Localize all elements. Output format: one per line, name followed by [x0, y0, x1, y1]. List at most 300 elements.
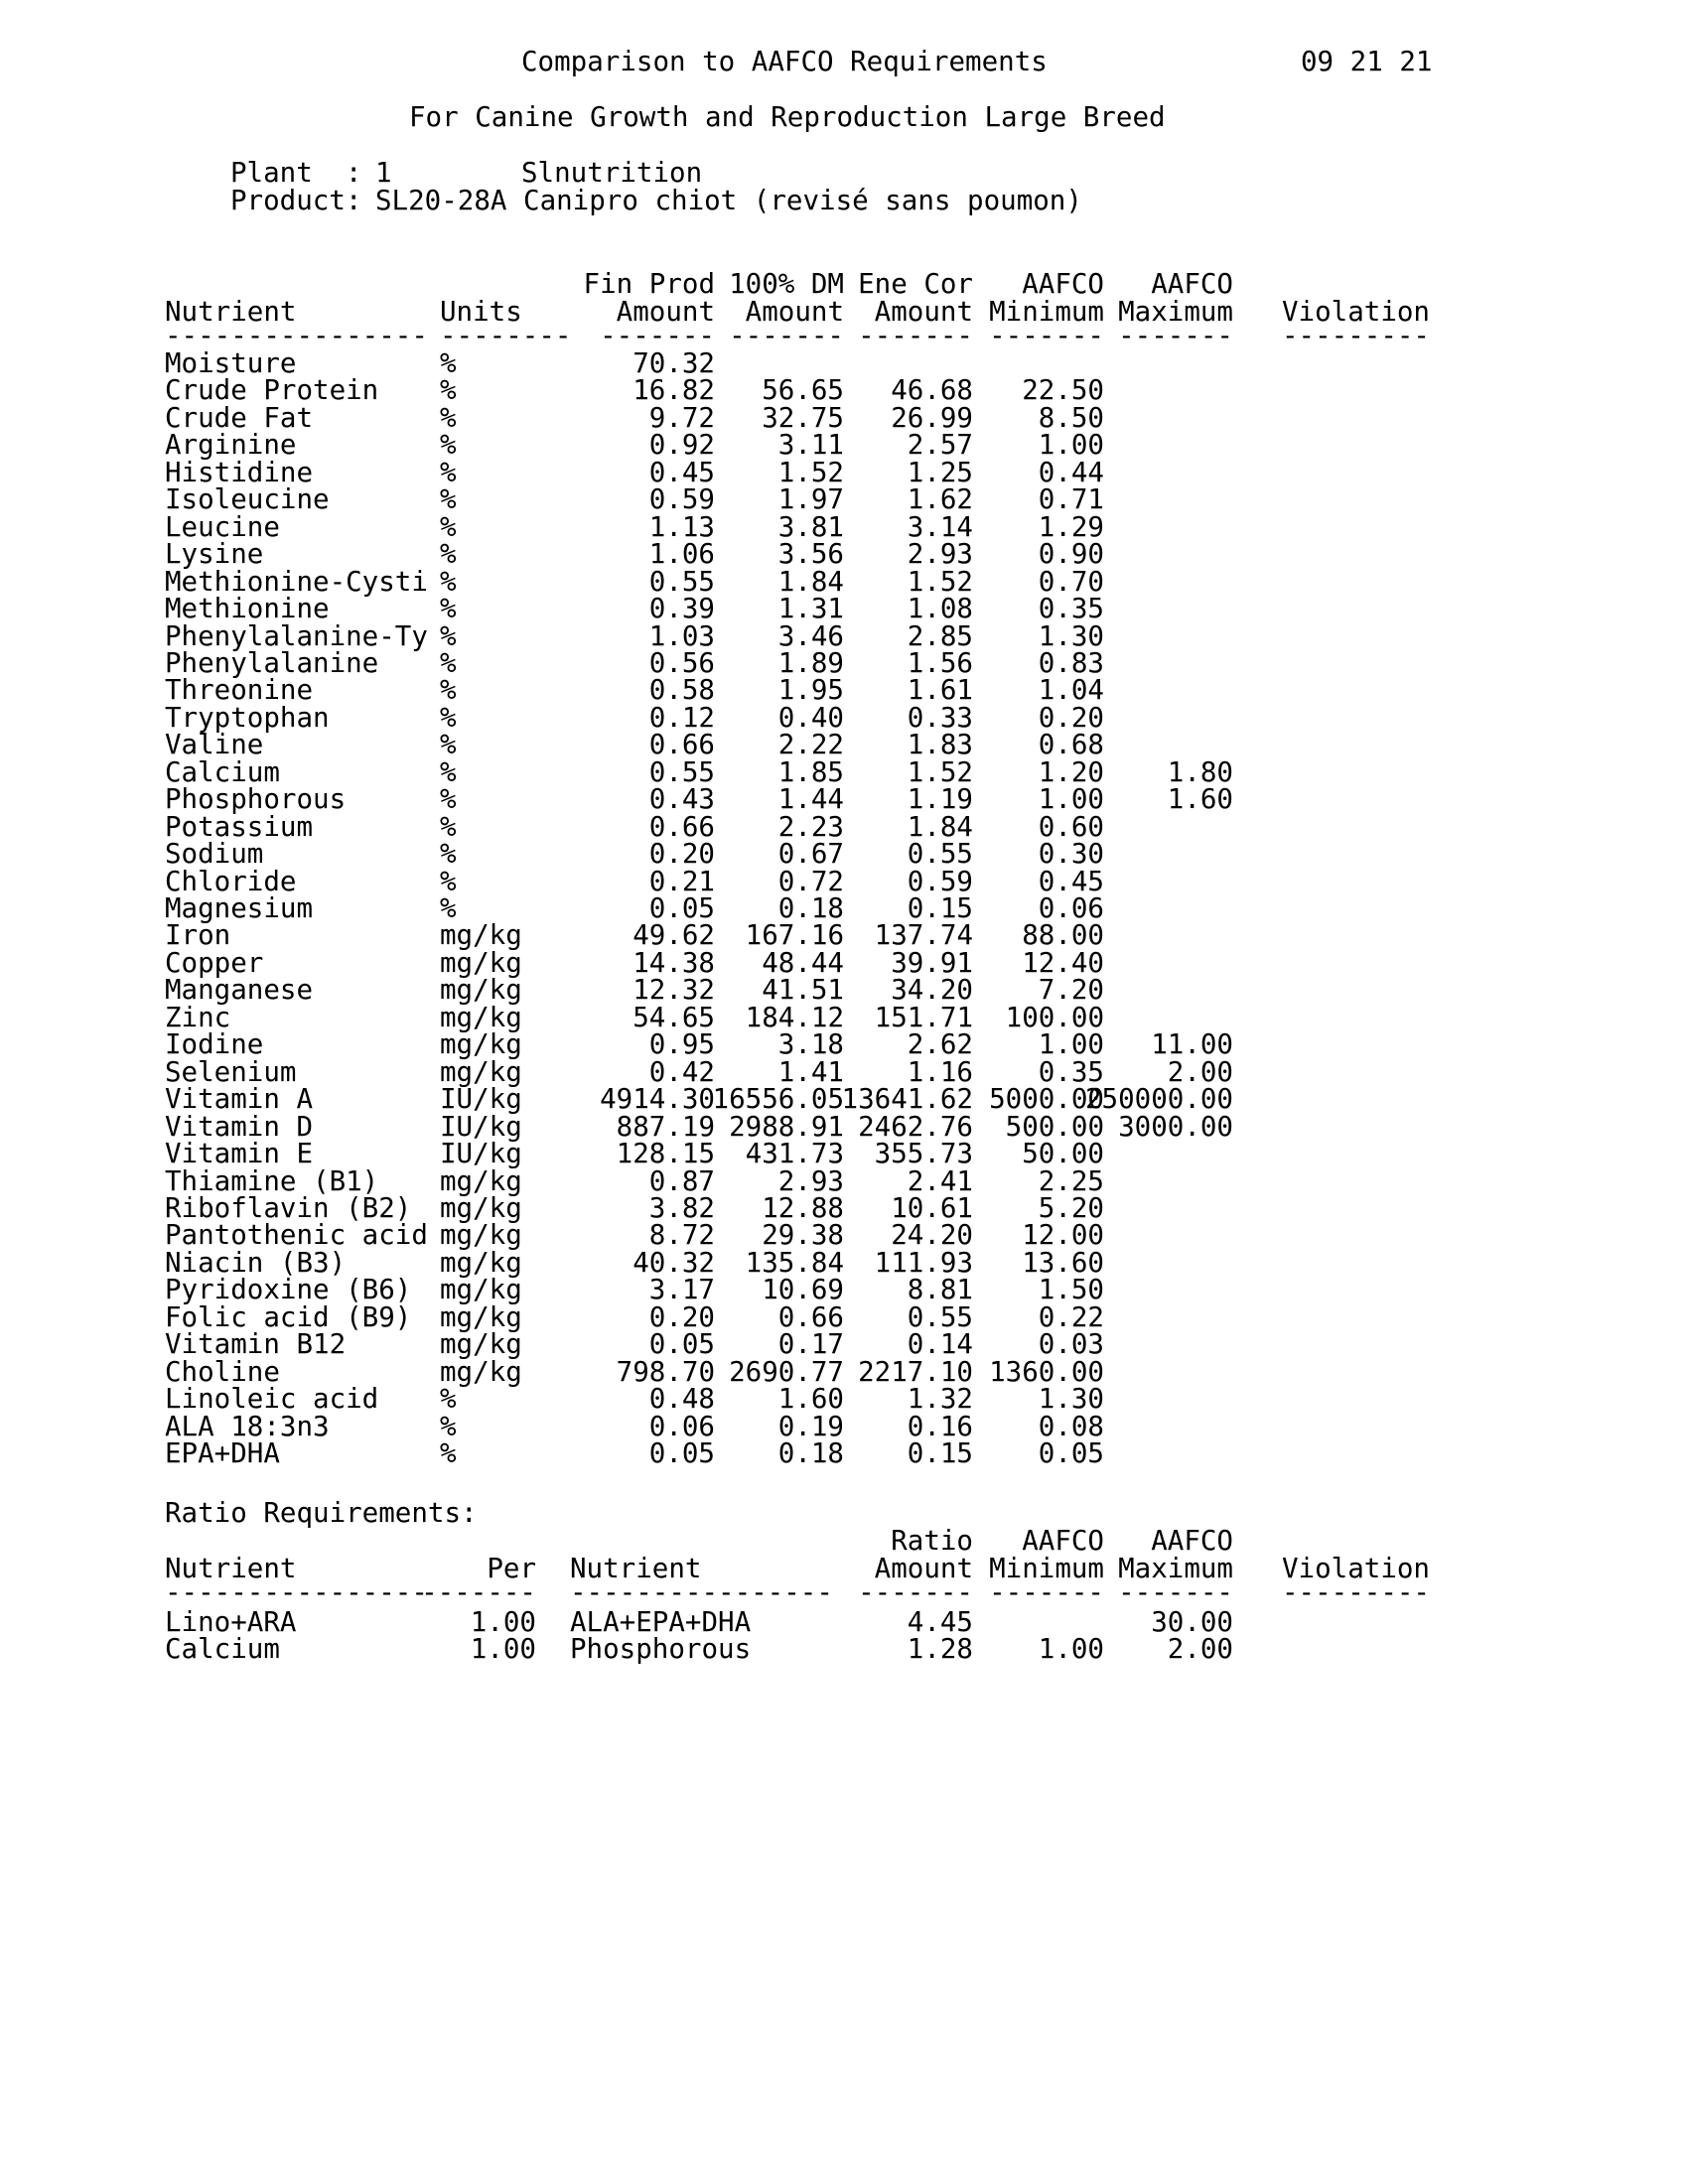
dm-amount: 1.31 [777, 593, 844, 625]
aafco-minimum: 0.30 [1038, 838, 1104, 871]
fin-prod-amount: 0.95 [648, 1028, 715, 1061]
aafco-minimum: 0.08 [1038, 1410, 1104, 1442]
aafco-minimum: 1.20 [1038, 755, 1104, 788]
ratio-col-amount-head2: Amount [874, 1553, 973, 1584]
nutrient-units: % [440, 374, 457, 407]
ene-cor-amount: 1.32 [907, 1383, 973, 1416]
fin-prod-amount: 1.03 [648, 619, 715, 652]
ratio-per: 1.00 [470, 1606, 536, 1638]
ratio-per-nutrient: Phosphorous [570, 1633, 752, 1666]
report-date: 09 21 21 [1301, 46, 1433, 77]
aafco-minimum: 1.29 [1038, 510, 1104, 543]
ene-cor-amount: 1.61 [907, 674, 973, 707]
nutrient-name: Vitamin E [165, 1138, 314, 1170]
nutrient-name: Valine [165, 729, 264, 761]
divider-finprod: ------- [600, 320, 715, 351]
nutrient-units: mg/kg [440, 1055, 522, 1088]
ene-cor-amount: 2462.76 [858, 1110, 973, 1143]
fin-prod-amount: 49.62 [633, 919, 715, 952]
aafco-minimum: 2.25 [1038, 1164, 1104, 1197]
ene-cor-amount: 3.14 [907, 510, 973, 543]
nutrient-units: % [440, 729, 457, 761]
ene-cor-amount: 2217.10 [858, 1355, 973, 1388]
fin-prod-amount: 0.12 [648, 701, 715, 734]
report-title: Comparison to AAFCO Requirements [521, 46, 1048, 77]
ratio-divider-aafco-min: ------- [989, 1576, 1104, 1608]
ratio-col-aafco-max-head2: Maximum [1118, 1553, 1233, 1584]
dm-amount: 1.52 [777, 456, 844, 488]
nutrient-name: Potassium [165, 810, 314, 843]
nutrient-units: mg/kg [440, 974, 522, 1007]
nutrient-units: % [440, 565, 457, 598]
aafco-minimum: 1.00 [1038, 429, 1104, 462]
nutrient-units: % [440, 510, 457, 543]
aafco-minimum: 1.04 [1038, 674, 1104, 707]
aafco-minimum: 12.40 [1022, 946, 1104, 979]
fin-prod-amount: 0.05 [648, 1328, 715, 1361]
ene-cor-amount: 355.73 [874, 1138, 973, 1170]
nutrient-name: Manganese [165, 974, 314, 1007]
fin-prod-amount: 9.72 [648, 401, 715, 434]
ratio-per: 1.00 [470, 1633, 536, 1666]
nutrient-units: % [440, 1410, 457, 1442]
nutrient-name: Leucine [165, 510, 280, 543]
ratio-aafco-maximum: 30.00 [1151, 1606, 1233, 1638]
nutrient-units: IU/kg [440, 1138, 522, 1170]
aafco-minimum: 1.00 [1038, 1028, 1104, 1061]
nutrient-units: IU/kg [440, 1110, 522, 1143]
ratio-divider-aafco-max: ------- [1118, 1576, 1233, 1608]
ratio-col-amount-head1: Ratio [891, 1525, 973, 1557]
dm-amount: 1.41 [777, 1055, 844, 1088]
nutrient-units: % [440, 755, 457, 788]
fin-prod-amount: 0.55 [648, 755, 715, 788]
divider-nutrient: ---------------- [165, 320, 428, 351]
aafco-minimum: 100.00 [1005, 1001, 1104, 1033]
col-dm-head1: 100% DM [729, 268, 844, 300]
dm-amount: 0.18 [777, 1437, 844, 1469]
nutrient-name: Iron [165, 919, 231, 952]
fin-prod-amount: 0.21 [648, 865, 715, 897]
nutrient-name: Histidine [165, 456, 314, 488]
dm-amount: 2.93 [777, 1164, 844, 1197]
ene-cor-amount: 2.41 [907, 1164, 973, 1197]
aafco-minimum: 1.30 [1038, 1383, 1104, 1416]
aafco-maximum: 11.00 [1151, 1028, 1233, 1061]
nutrient-name: Riboflavin (B2) [165, 1191, 412, 1224]
ratio-divider-amount: ------- [858, 1576, 973, 1608]
ene-cor-amount: 1.19 [907, 783, 973, 816]
aafco-minimum: 8.50 [1038, 401, 1104, 434]
dm-amount: 29.38 [762, 1219, 844, 1252]
dm-amount: 0.66 [777, 1300, 844, 1333]
nutrient-units: mg/kg [440, 1028, 522, 1061]
aafco-maximum: 2.00 [1167, 1055, 1233, 1088]
ene-cor-amount: 0.55 [907, 1300, 973, 1333]
col-violation-head: Violation [1281, 296, 1430, 328]
plant-name: Slnutrition [521, 157, 703, 189]
ene-cor-amount: 2.57 [907, 429, 973, 462]
ene-cor-amount: 1.52 [907, 755, 973, 788]
nutrient-name: Pyridoxine (B6) [165, 1274, 412, 1306]
divider-aafco-min: ------- [989, 320, 1104, 351]
product-label: Product: [230, 185, 362, 216]
col-aafco-max-head1: AAFCO [1151, 268, 1233, 300]
dm-amount: 16556.05 [712, 1083, 844, 1116]
nutrient-units: % [440, 619, 457, 652]
aafco-minimum: 50.00 [1022, 1138, 1104, 1170]
ene-cor-amount: 8.81 [907, 1274, 973, 1306]
aafco-minimum: 0.45 [1038, 865, 1104, 897]
nutrient-name: Chloride [165, 865, 297, 897]
ene-cor-amount: 1.08 [907, 593, 973, 625]
nutrient-units: mg/kg [440, 1355, 522, 1388]
nutrient-units: % [440, 865, 457, 897]
ene-cor-amount: 0.16 [907, 1410, 973, 1442]
dm-amount: 41.51 [762, 974, 844, 1007]
fin-prod-amount: 0.06 [648, 1410, 715, 1442]
nutrient-units: % [440, 347, 457, 379]
dm-amount: 1.85 [777, 755, 844, 788]
nutrient-name: Methionine-Cysti [165, 565, 428, 598]
fin-prod-amount: 0.55 [648, 565, 715, 598]
nutrient-units: % [440, 810, 457, 843]
nutrient-units: mg/kg [440, 1164, 522, 1197]
dm-amount: 48.44 [762, 946, 844, 979]
dm-amount: 1.95 [777, 674, 844, 707]
divider-enecor: ------- [858, 320, 973, 351]
aafco-minimum: 5.20 [1038, 1191, 1104, 1224]
aafco-minimum: 0.70 [1038, 565, 1104, 598]
plant-number: 1 [375, 157, 392, 189]
aafco-minimum: 0.71 [1038, 483, 1104, 516]
ene-cor-amount: 0.15 [907, 1437, 973, 1469]
fin-prod-amount: 798.70 [616, 1355, 715, 1388]
dm-amount: 2690.77 [729, 1355, 844, 1388]
ene-cor-amount: 1.62 [907, 483, 973, 516]
ene-cor-amount: 1.16 [907, 1055, 973, 1088]
nutrient-name: Threonine [165, 674, 314, 707]
fin-prod-amount: 0.05 [648, 1437, 715, 1469]
fin-prod-amount: 70.32 [633, 347, 715, 379]
nutrient-units: % [440, 429, 457, 462]
col-enecor-head1: Ene Cor [858, 268, 973, 300]
nutrient-units: % [440, 674, 457, 707]
ratio-divider-violation: --------- [1281, 1576, 1430, 1608]
ratio-col-nutrient2-head: Nutrient [570, 1553, 702, 1584]
nutrient-name: EPA+DHA [165, 1437, 280, 1469]
dm-amount: 3.18 [777, 1028, 844, 1061]
ene-cor-amount: 151.71 [874, 1001, 973, 1033]
ene-cor-amount: 46.68 [891, 374, 973, 407]
col-enecor-head2: Amount [874, 296, 973, 328]
col-aafco-max-head2: Maximum [1118, 296, 1233, 328]
aafco-minimum: 1.00 [1038, 783, 1104, 816]
dm-amount: 3.46 [777, 619, 844, 652]
nutrient-name: Selenium [165, 1055, 297, 1088]
dm-amount: 3.56 [777, 538, 844, 571]
ene-cor-amount: 10.61 [891, 1191, 973, 1224]
fin-prod-amount: 0.43 [648, 783, 715, 816]
aafco-minimum: 0.03 [1038, 1328, 1104, 1361]
aafco-minimum: 22.50 [1022, 374, 1104, 407]
nutrient-units: mg/kg [440, 1328, 522, 1361]
dm-amount: 167.16 [745, 919, 844, 952]
fin-prod-amount: 16.82 [633, 374, 715, 407]
col-aafco-min-head2: Minimum [989, 296, 1104, 328]
fin-prod-amount: 887.19 [616, 1110, 715, 1143]
ratio-col-per-head: Per [487, 1553, 536, 1584]
dm-amount: 1.84 [777, 565, 844, 598]
dm-amount: 0.18 [777, 892, 844, 924]
fin-prod-amount: 0.39 [648, 593, 715, 625]
ratio-aafco-minimum: 1.00 [1038, 1633, 1104, 1666]
nutrient-name: Iodine [165, 1028, 264, 1061]
nutrient-units: % [440, 1437, 457, 1469]
fin-prod-amount: 0.92 [648, 429, 715, 462]
col-finprod-head1: Fin Prod [583, 268, 715, 300]
nutrient-name: Vitamin A [165, 1083, 314, 1116]
nutrient-name: Lysine [165, 538, 264, 571]
nutrient-units: % [440, 646, 457, 679]
aafco-maximum: 250000.00 [1084, 1083, 1233, 1116]
nutrient-units: mg/kg [440, 1219, 522, 1252]
nutrient-name: Magnesium [165, 892, 314, 924]
nutrient-units: mg/kg [440, 1274, 522, 1306]
ene-cor-amount: 2.85 [907, 619, 973, 652]
nutrient-units: mg/kg [440, 1001, 522, 1033]
nutrient-name: Phenylalanine [165, 646, 379, 679]
divider-dm: ------- [729, 320, 844, 351]
nutrient-name: Phosphorous [165, 783, 347, 816]
fin-prod-amount: 0.20 [648, 1300, 715, 1333]
dm-amount: 0.72 [777, 865, 844, 897]
nutrient-name: Linoleic acid [165, 1383, 379, 1416]
dm-amount: 3.81 [777, 510, 844, 543]
ene-cor-amount: 0.59 [907, 865, 973, 897]
ratio-divider-nutrient: ---------------- [165, 1576, 428, 1608]
dm-amount: 0.40 [777, 701, 844, 734]
aafco-minimum: 5000.00 [989, 1083, 1104, 1116]
fin-prod-amount: 0.58 [648, 674, 715, 707]
ene-cor-amount: 1.83 [907, 729, 973, 761]
nutrient-units: % [440, 483, 457, 516]
aafco-minimum: 0.05 [1038, 1437, 1104, 1469]
ratio-col-violation-head: Violation [1281, 1553, 1430, 1584]
nutrient-units: IU/kg [440, 1083, 522, 1116]
dm-amount: 2.23 [777, 810, 844, 843]
divider-violation: --------- [1281, 320, 1430, 351]
nutrient-name: Calcium [165, 755, 280, 788]
nutrient-units: % [440, 1383, 457, 1416]
dm-amount: 32.75 [762, 401, 844, 434]
fin-prod-amount: 54.65 [633, 1001, 715, 1033]
aafco-minimum: 0.83 [1038, 646, 1104, 679]
ene-cor-amount: 0.55 [907, 838, 973, 871]
dm-amount: 1.60 [777, 1383, 844, 1416]
ene-cor-amount: 24.20 [891, 1219, 973, 1252]
fin-prod-amount: 0.66 [648, 810, 715, 843]
ene-cor-amount: 137.74 [874, 919, 973, 952]
ene-cor-amount: 0.14 [907, 1328, 973, 1361]
ratio-divider-nutrient2: ---------------- [570, 1576, 833, 1608]
aafco-minimum: 0.35 [1038, 593, 1104, 625]
fin-prod-amount: 14.38 [633, 946, 715, 979]
nutrient-name: Thiamine (B1) [165, 1164, 379, 1197]
nutrient-units: mg/kg [440, 946, 522, 979]
ratio-divider-per: ------- [421, 1576, 536, 1608]
aafco-minimum: 0.90 [1038, 538, 1104, 571]
aafco-maximum: 1.80 [1167, 755, 1233, 788]
nutrient-units: % [440, 892, 457, 924]
aafco-minimum: 0.35 [1038, 1055, 1104, 1088]
nutrient-name: Isoleucine [165, 483, 330, 516]
fin-prod-amount: 3.17 [648, 1274, 715, 1306]
aafco-minimum: 1.30 [1038, 619, 1104, 652]
nutrient-name: Methionine [165, 593, 330, 625]
dm-amount: 10.69 [762, 1274, 844, 1306]
fin-prod-amount: 0.05 [648, 892, 715, 924]
dm-amount: 1.89 [777, 646, 844, 679]
ratio-section-title: Ratio Requirements: [165, 1497, 478, 1529]
nutrient-name: Arginine [165, 429, 297, 462]
nutrient-units: % [440, 401, 457, 434]
ene-cor-amount: 2.93 [907, 538, 973, 571]
fin-prod-amount: 1.06 [648, 538, 715, 571]
aafco-minimum: 0.60 [1038, 810, 1104, 843]
dm-amount: 3.11 [777, 429, 844, 462]
ratio-col-aafco-min-head1: AAFCO [1022, 1525, 1104, 1557]
divider-units: -------- [440, 320, 572, 351]
fin-prod-amount: 1.13 [648, 510, 715, 543]
ratio-per-nutrient: ALA+EPA+DHA [570, 1606, 752, 1638]
product-name: SL20-28A Canipro chiot (revisé sans poumon) [375, 185, 1082, 216]
ene-cor-amount: 26.99 [891, 401, 973, 434]
dm-amount: 56.65 [762, 374, 844, 407]
plant-label: Plant : [230, 157, 362, 189]
aafco-maximum: 3000.00 [1118, 1110, 1233, 1143]
ratio-nutrient: Lino+ARA [165, 1606, 297, 1638]
nutrient-name: Crude Fat [165, 401, 314, 434]
nutrient-name: Pantothenic acid [165, 1219, 428, 1252]
aafco-minimum: 12.00 [1022, 1219, 1104, 1252]
aafco-minimum: 13.60 [1022, 1246, 1104, 1279]
ene-cor-amount: 0.33 [907, 701, 973, 734]
nutrient-units: % [440, 838, 457, 871]
aafco-minimum: 0.20 [1038, 701, 1104, 734]
dm-amount: 12.88 [762, 1191, 844, 1224]
fin-prod-amount: 12.32 [633, 974, 715, 1007]
ene-cor-amount: 34.20 [891, 974, 973, 1007]
col-finprod-head2: Amount [616, 296, 715, 328]
dm-amount: 0.67 [777, 838, 844, 871]
fin-prod-amount: 0.20 [648, 838, 715, 871]
ene-cor-amount: 1.84 [907, 810, 973, 843]
dm-amount: 0.19 [777, 1410, 844, 1442]
aafco-minimum: 1.50 [1038, 1274, 1104, 1306]
aafco-minimum: 500.00 [1005, 1110, 1104, 1143]
fin-prod-amount: 4914.30 [600, 1083, 715, 1116]
nutrient-name: Vitamin D [165, 1110, 314, 1143]
aafco-minimum: 0.22 [1038, 1300, 1104, 1333]
fin-prod-amount: 3.82 [648, 1191, 715, 1224]
nutrient-name: Tryptophan [165, 701, 330, 734]
dm-amount: 2988.91 [729, 1110, 844, 1143]
fin-prod-amount: 0.42 [648, 1055, 715, 1088]
nutrient-units: % [440, 456, 457, 488]
nutrient-name: Copper [165, 946, 264, 979]
dm-amount: 135.84 [745, 1246, 844, 1279]
nutrient-name: Zinc [165, 1001, 231, 1033]
aafco-minimum: 0.44 [1038, 456, 1104, 488]
nutrient-name: ALA 18:3n3 [165, 1410, 330, 1442]
ene-cor-amount: 39.91 [891, 946, 973, 979]
ratio-col-aafco-max-head1: AAFCO [1151, 1525, 1233, 1557]
dm-amount: 431.73 [745, 1138, 844, 1170]
nutrient-units: mg/kg [440, 1246, 522, 1279]
ratio-nutrient: Calcium [165, 1633, 280, 1666]
nutrient-name: Vitamin B12 [165, 1328, 347, 1361]
col-dm-head2: Amount [745, 296, 844, 328]
ene-cor-amount: 13641.62 [841, 1083, 973, 1116]
nutrient-units: % [440, 593, 457, 625]
fin-prod-amount: 8.72 [648, 1219, 715, 1252]
col-nutrient-head: Nutrient [165, 296, 297, 328]
aafco-maximum: 1.60 [1167, 783, 1233, 816]
aafco-minimum: 7.20 [1038, 974, 1104, 1007]
ratio-col-nutrient-head: Nutrient [165, 1553, 297, 1584]
fin-prod-amount: 0.45 [648, 456, 715, 488]
nutrient-units: mg/kg [440, 919, 522, 952]
ene-cor-amount: 2.62 [907, 1028, 973, 1061]
ratio-amount: 1.28 [907, 1633, 973, 1666]
nutrient-name: Crude Protein [165, 374, 379, 407]
fin-prod-amount: 0.59 [648, 483, 715, 516]
aafco-minimum: 1360.00 [989, 1355, 1104, 1388]
ratio-aafco-maximum: 2.00 [1167, 1633, 1233, 1666]
aafco-minimum: 0.68 [1038, 729, 1104, 761]
ene-cor-amount: 1.52 [907, 565, 973, 598]
aafco-minimum: 0.06 [1038, 892, 1104, 924]
nutrient-units: mg/kg [440, 1191, 522, 1224]
aafco-minimum: 88.00 [1022, 919, 1104, 952]
fin-prod-amount: 0.87 [648, 1164, 715, 1197]
dm-amount: 1.97 [777, 483, 844, 516]
nutrient-name: Niacin (B3) [165, 1246, 347, 1279]
fin-prod-amount: 40.32 [633, 1246, 715, 1279]
dm-amount: 1.44 [777, 783, 844, 816]
ratio-amount: 4.45 [907, 1606, 973, 1638]
nutrient-units: % [440, 701, 457, 734]
fin-prod-amount: 0.56 [648, 646, 715, 679]
nutrient-units: % [440, 538, 457, 571]
dm-amount: 2.22 [777, 729, 844, 761]
col-aafco-min-head1: AAFCO [1022, 268, 1104, 300]
nutrient-name: Phenylalanine-Ty [165, 619, 428, 652]
nutrient-name: Sodium [165, 838, 264, 871]
dm-amount: 184.12 [745, 1001, 844, 1033]
nutrient-name: Choline [165, 1355, 280, 1388]
nutrient-units: % [440, 783, 457, 816]
ratio-col-aafco-min-head2: Minimum [989, 1553, 1104, 1584]
fin-prod-amount: 0.48 [648, 1383, 715, 1416]
report-subtitle: For Canine Growth and Reproduction Large Breed [409, 101, 1166, 133]
ene-cor-amount: 1.25 [907, 456, 973, 488]
ene-cor-amount: 0.15 [907, 892, 973, 924]
nutrient-name: Folic acid (B9) [165, 1300, 412, 1333]
nutrient-units: mg/kg [440, 1300, 522, 1333]
col-units-head: Units [440, 296, 522, 328]
